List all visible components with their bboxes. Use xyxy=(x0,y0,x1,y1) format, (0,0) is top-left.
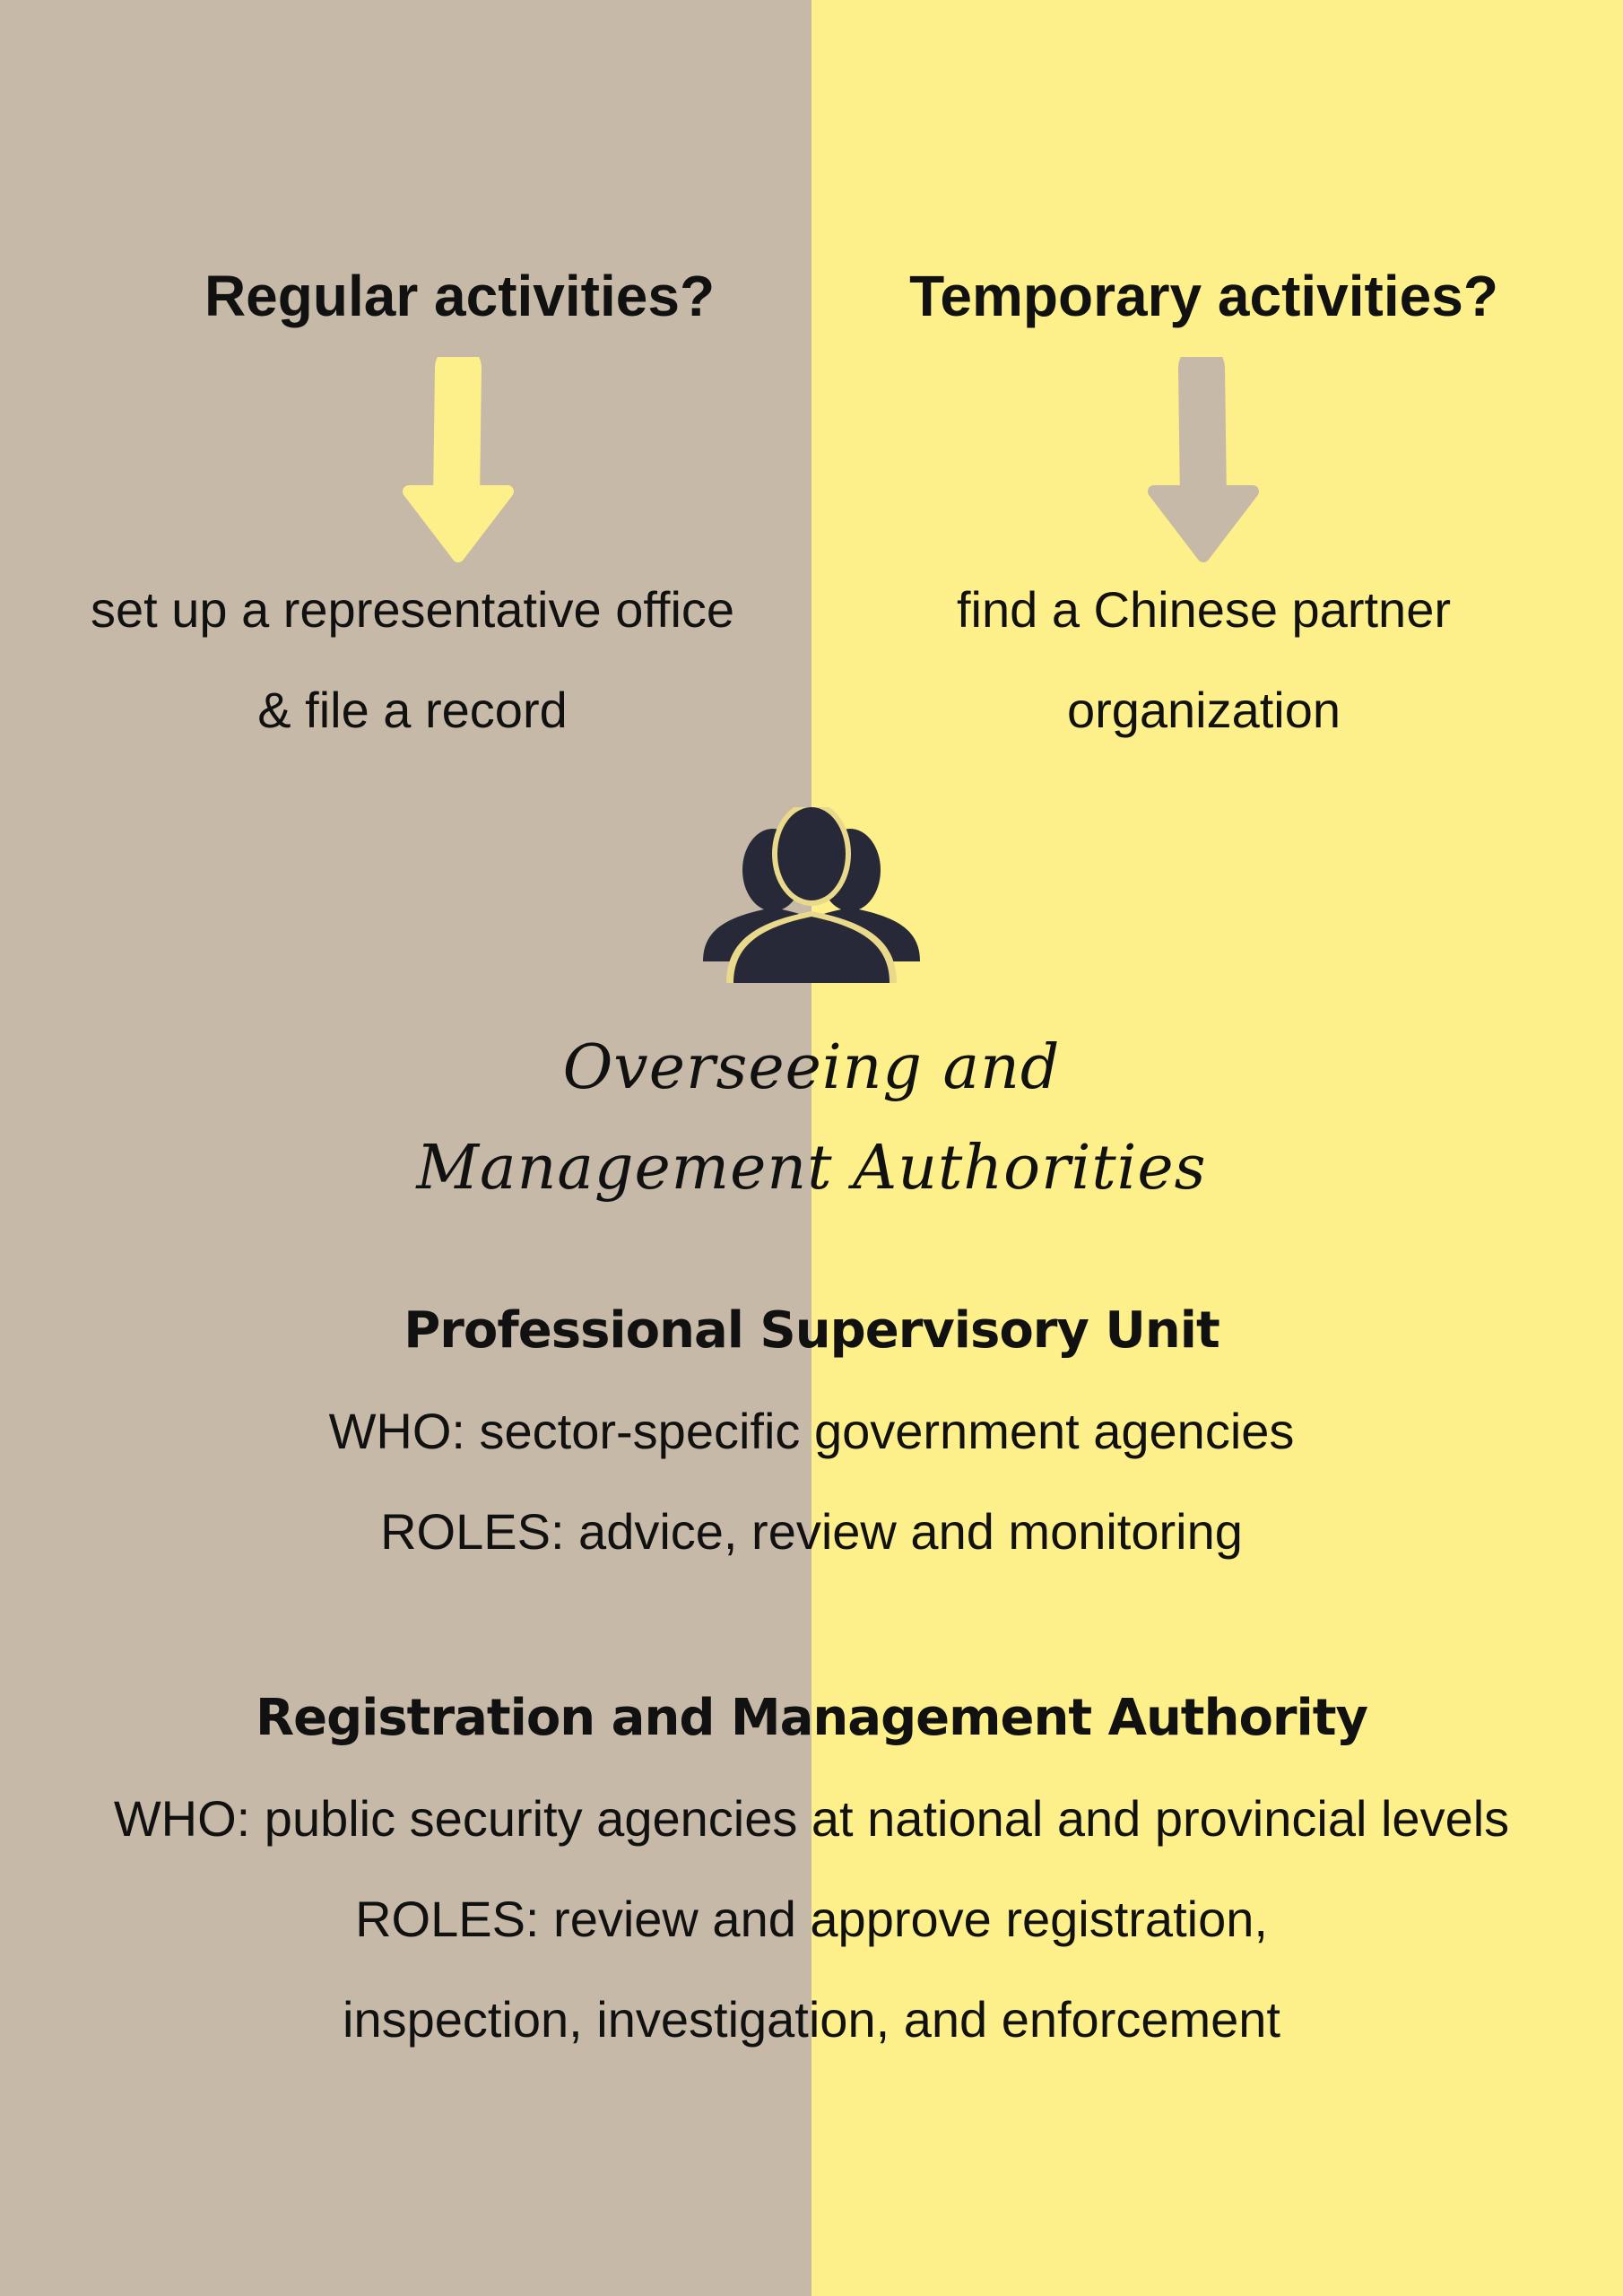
supervisory-unit-roles: ROLES: advice, review and monitoring xyxy=(380,1503,1243,1560)
regular-activities-line-1: set up a representative office xyxy=(90,581,735,638)
registration-authority-title: Registration and Management Authority xyxy=(255,1689,1368,1747)
arrow-down-icon xyxy=(402,357,515,565)
arrow-down-icon xyxy=(1147,357,1260,565)
registration-authority-roles-line-1: ROLES: review and approve registration, xyxy=(355,1891,1268,1947)
temporary-activities-line-2: organization xyxy=(1066,682,1341,738)
supervisory-unit-title: Professional Supervisory Unit xyxy=(404,1301,1219,1360)
registration-authority-roles-line-2: inspection, investigation, and enforcement xyxy=(343,1991,1280,2048)
people-group-icon xyxy=(699,807,924,987)
temporary-activities-line-1: find a Chinese partner xyxy=(956,581,1451,638)
authorities-title-line-2: Management Authorities xyxy=(416,1133,1207,1204)
registration-authority-who: WHO: public security agencies at national and provincial levels xyxy=(113,1790,1510,1847)
authorities-title-line-1: Overseeing and xyxy=(562,1032,1061,1103)
regular-activities-line-2: & file a record xyxy=(257,682,568,738)
temporary-activities-heading: Temporary activities? xyxy=(909,264,1498,328)
supervisory-unit-who: WHO: sector-specific government agencies xyxy=(328,1403,1295,1459)
regular-activities-heading: Regular activities? xyxy=(204,264,716,328)
